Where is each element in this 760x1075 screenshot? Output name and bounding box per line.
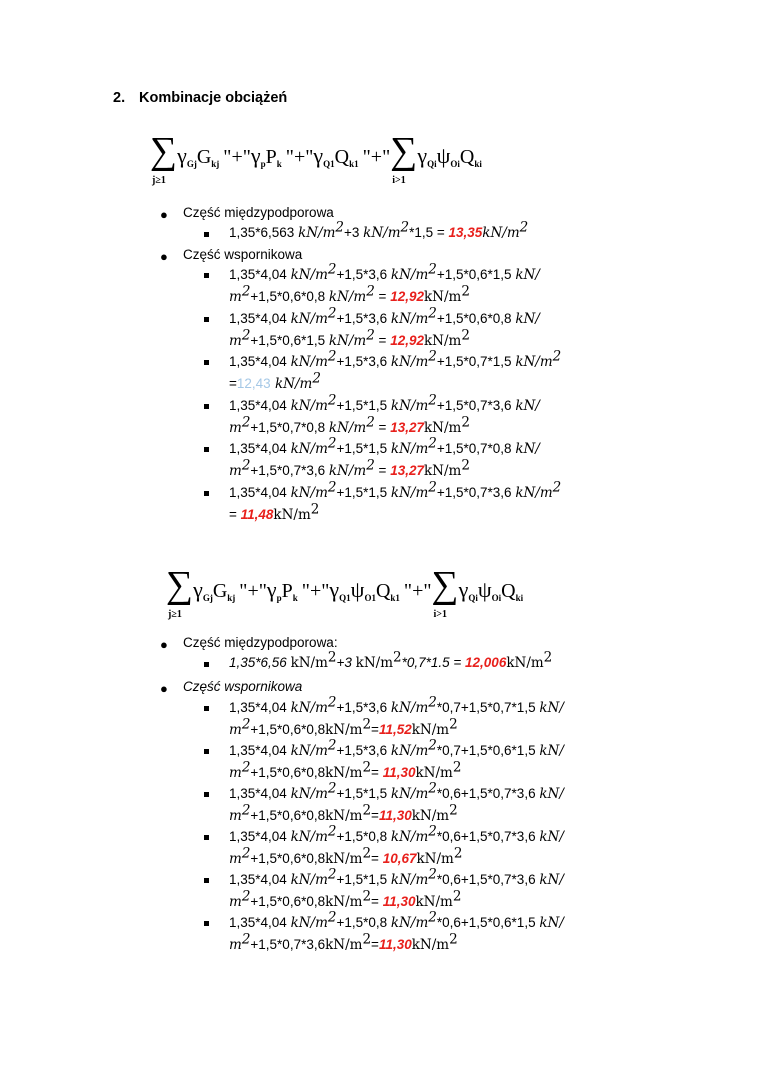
sum-symbol: ∑ i>1	[390, 130, 418, 186]
combination-formula-1: ∑ j≥1 $\gamma_{Gj}G_{kj}$ "$+"\gamma_pP_k$ "$+"\gamma_{Q1}Q_{k1}$ "+"∑ i>1 $\gamma_{Qi}\psi_{Oi}Q_{ki}$	[150, 130, 482, 186]
cantilever-calc-line2: = $11,48kN/m^2$	[229, 501, 320, 523]
bullet-square	[204, 447, 209, 452]
bullet-dot: ●	[160, 637, 168, 652]
bullet-square	[204, 273, 209, 278]
mid-span-label: Część międzypodporowa	[183, 205, 334, 220]
bullet-square	[204, 921, 209, 926]
bullet-dot: ●	[160, 207, 168, 222]
cantilever-calc-line2: $m^2+1,5*0,6*0,8kN/m^2=11,52kN/m^2$	[229, 716, 458, 738]
mid-span-calc: 1,35*6,563 $kN/m^2+3$ $kN/m^2*1,5 = 13,35kN/m^2$	[229, 219, 529, 241]
cantilever-calc-line1: 1,35*4,04 $kN/m^2+1,5*3,6$ $kN/m^2+1,5*0,6*1,5$ kN/	[229, 261, 540, 283]
cantilever-calc-line2: $m^2+1,5*0,7*0,8$ $kN/m^2 = 13,27kN/m^2$	[229, 414, 470, 436]
cantilever-calc-line1: 1,35*4,04 $kN/m^2+1,5*1,5$ $kN/m^2+1,5*0,7*0,8$ kN/	[229, 435, 540, 457]
sum-symbol: ∑ j≥1	[166, 564, 194, 620]
cantilever-calc-line1: 1,35*4,04 $kN/m^2+1,5*3,6$ $kN/m^2*0,7+1,5*0,7*1,5$ kN/	[229, 694, 564, 716]
cantilever-calc-line1: 1,35*4,04 $kN/m^2+1,5*3,6$ $kN/m^2*0,7+1,5*0,6*1,5$ kN/	[229, 737, 564, 759]
section-number: 2.	[113, 90, 126, 106]
bullet-square	[204, 749, 209, 754]
bullet-dot: ●	[160, 681, 168, 696]
cantilever-calc-line1: 1,35*4,04 $kN/m^2+1,5*0,8$ $kN/m^2*0,6+1,5*0,6*1,5$ kN/	[229, 909, 564, 931]
sum-symbol: ∑ i>1	[431, 564, 459, 620]
sum-symbol: ∑ j≥1	[150, 130, 178, 186]
bullet-square	[204, 317, 209, 322]
cantilever-calc-line2: =12,43 $kN/m^2$	[229, 370, 321, 392]
cantilever-calc-line1: 1,35*4,04 $kN/m^2+1,5*3,6$ $kN/m^2+1,5*0,6*0,8$ kN/	[229, 305, 540, 327]
bullet-square	[204, 491, 209, 496]
cantilever-calc-line2: $m^2+1,5*0,6*0,8kN/m^2= 10,67kN/m^2$	[229, 845, 463, 867]
cantilever-calc-line1: 1,35*4,04 $kN/m^2+1,5*1,5$ $kN/m^2+1,5*0,7*3,6$ $kN/m^2$	[229, 479, 562, 501]
cantilever-calc-line1: 1,35*4,04 $kN/m^2+1,5*3,6$ $kN/m^2+1,5*0,7*1,5$ $kN/m^2$	[229, 348, 562, 370]
bullet-square	[204, 792, 209, 797]
cantilever-label: Część wspornikowa	[183, 679, 303, 694]
cantilever-calc-line1: 1,35*4,04 $kN/m^2+1,5*1,5$ $kN/m^2+1,5*0,7*3,6$ kN/	[229, 392, 540, 414]
cantilever-calc-line2: $m^2+1,5*0,6*0,8$ $kN/m^2 = 12,92kN/m^2$	[229, 283, 470, 305]
mid-span-calc: 1,35*6,56 $kN/m^2+3$ $kN/m^2*0,7*1.5 = 12,006kN/m^2$	[229, 649, 553, 671]
bullet-square	[204, 878, 209, 883]
bullet-dot: ●	[160, 249, 168, 264]
cantilever-calc-line2: $m^2+1,5*0,6*0,8kN/m^2= 11,30kN/m^2$	[229, 888, 462, 910]
section-heading	[113, 90, 287, 106]
cantilever-calc-line1: 1,35*4,04 $kN/m^2+1,5*0,8$ $kN/m^2*0,6+1,5*0,7*3,6$ kN/	[229, 823, 564, 845]
cantilever-label: Część wspornikowa	[183, 247, 303, 262]
bullet-square	[204, 232, 209, 237]
bullet-square	[204, 360, 209, 365]
section-title: Kombinacje obciążeń	[139, 90, 288, 106]
mid-span-label: Część międzypodporowa:	[183, 635, 338, 650]
bullet-square	[204, 404, 209, 409]
cantilever-calc-line2: $m^2+1,5*0,6*1,5$ $kN/m^2 = 12,92kN/m^2$	[229, 327, 470, 349]
cantilever-calc-line2: $m^2+1,5*0,7*3,6$ $kN/m^2 = 13,27kN/m^2$	[229, 457, 470, 479]
combination-formula-2: ∑ j≥1 $\gamma_{Gj}G_{kj}$ "$+"\gamma_pP_k$ "$+"\gamma_{Q1}\psi_{O1}Q_{k1}$ "+"∑ i>1 $\gamma_{Qi}\psi_{Oi}Q_{ki}$	[166, 564, 524, 620]
bullet-square	[204, 706, 209, 711]
bullet-square	[204, 662, 209, 667]
cantilever-calc-line2: $m^2+1,5*0,7*3,6kN/m^2=11,30kN/m^2$	[229, 931, 458, 953]
cantilever-calc-line2: $m^2+1,5*0,6*0,8kN/m^2=11,30kN/m^2$	[229, 802, 458, 824]
cantilever-calc-line2: $m^2+1,5*0,6*0,8kN/m^2= 11,30kN/m^2$	[229, 759, 462, 781]
cantilever-calc-line1: 1,35*4,04 $kN/m^2+1,5*1,5$ $kN/m^2*0,6+1,5*0,7*3,6$ kN/	[229, 780, 564, 802]
cantilever-calc-line1: 1,35*4,04 $kN/m^2+1,5*1,5$ $kN/m^2*0,6+1,5*0,7*3,6$ kN/	[229, 866, 564, 888]
bullet-square	[204, 835, 209, 840]
